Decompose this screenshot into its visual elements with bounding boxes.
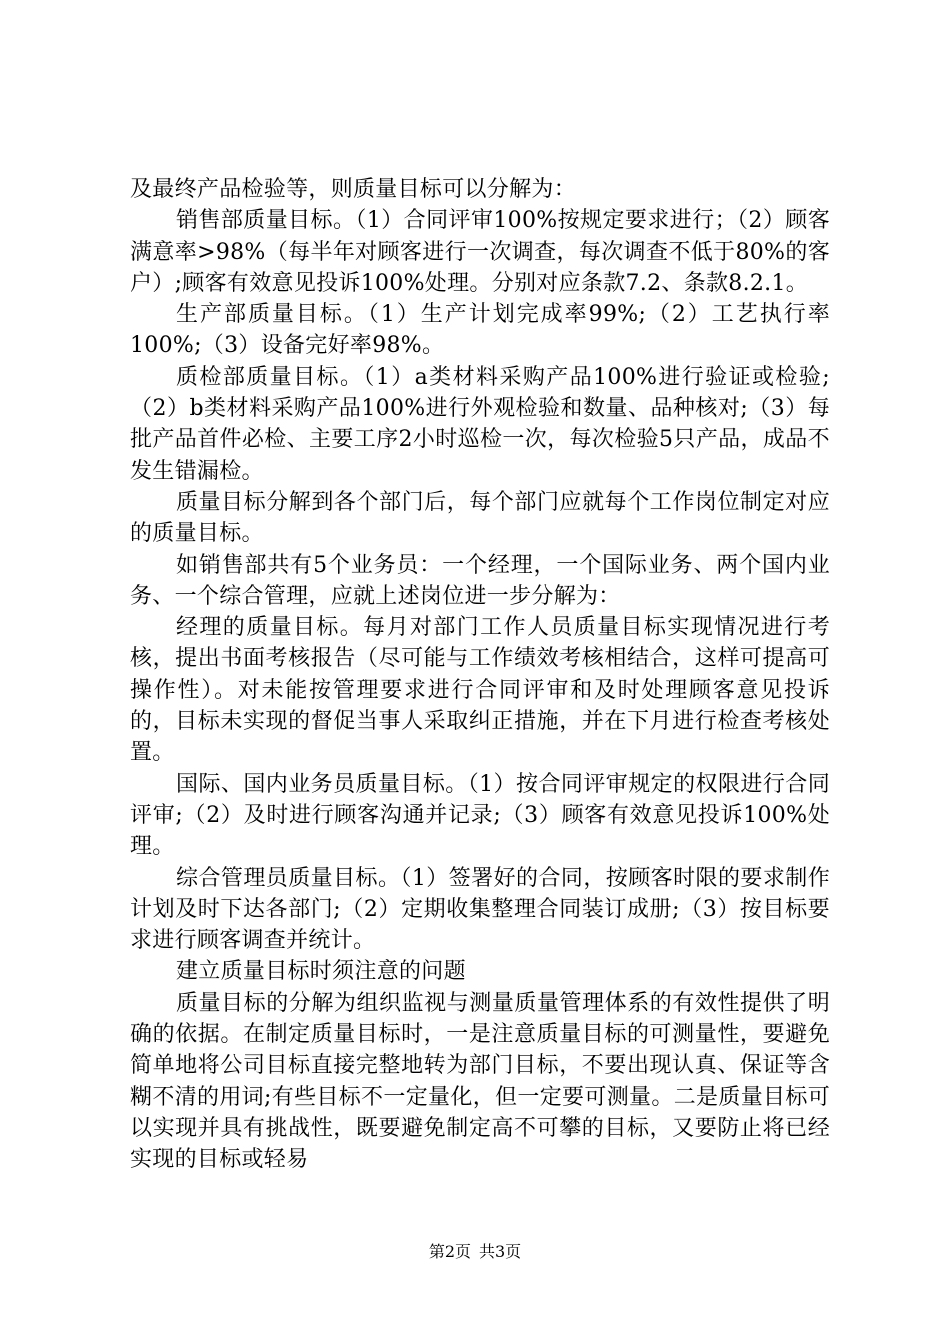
paragraph-manager-goals: 经理的质量目标。每月对部门工作人员质量目标实现情况进行考核，提出书面考核报告（尽可能与工作绩效考核相结合，这样可提高可操作性）。对未能按管理要求进行合同评审和及时处理顾客意见投诉的，目标未实现的督促当事人采取纠正措施，并在下月进行检查考核处置。 <box>130 615 830 766</box>
paragraph-business-staff-goals: 国际、国内业务员质量目标。（1）按合同评审规定的权限进行合同评审;（2）及时进行顾客沟通并记录;（3）顾客有效意见投诉100%处理。 <box>130 771 830 860</box>
page-number-total: 共3页 <box>479 1242 522 1261</box>
page-footer <box>0 1242 950 1262</box>
document-body <box>130 174 830 1176</box>
paragraph-sales-dept-goals: 销售部质量目标。（1）合同评审100%按规定要求进行；（2）顾客满意率>98%（每半年对顾客进行一次调查，每次调查不低于80%的客户）;顾客有效意见投诉100%处理。分别对应条款7.2、条款8.2.1。 <box>130 208 830 296</box>
paragraph-production-dept-goals: 生产部质量目标。（1）生产计划完成率99%;（2）工艺执行率100%;（3）设备完好率98%。 <box>130 302 830 359</box>
paragraph-issues-body: 质量目标的分解为组织监视与测量质量管理体系的有效性提供了明确的依据。在制定质量目标时，一是注意质量目标的可测量性，要避免简单地将公司目标直接完整地转为部门目标，不要出现认真、保证等含糊不清的用词;有些目标不一定量化，但一定要可测量。二是质量目标可以实现并具有挑战性，既要避免制定高不可攀的目标，又要防止将已经实现的目标或轻易 <box>130 990 830 1173</box>
paragraph-continuation: 及最终产品检验等，则质量目标可以分解为： <box>130 177 577 202</box>
section-heading-issues: 建立质量目标时须注意的问题 <box>176 959 466 985</box>
paragraph-admin-staff-goals: 综合管理员质量目标。（1）签署好的合同，按顾客时限的要求制作计划及时下达各部门;（2）定期收集整理合同装订成册;（3）按目标要求进行顾客调查并统计。 <box>130 865 830 954</box>
paragraph-qc-dept-goals: 质检部质量目标。（1）a类材料采购产品100%进行验证或检验;（2）b类材料采购产品100%进行外观检验和数量、品种核对;（3）每批产品首件必检、主要工序2小时巡检一次，每次检验5只产品，成品不发生错漏检。 <box>130 364 830 484</box>
paragraph-sales-staff: 如销售部共有5个业务员：一个经理，一个国际业务、两个国内业务、一个综合管理，应就上述岗位进一步分解为： <box>130 552 830 609</box>
page-number-current: 第2页 <box>428 1242 471 1261</box>
paragraph-position-goals: 质量目标分解到各个部门后，每个部门应就每个工作岗位制定对应的质量目标。 <box>130 489 830 547</box>
